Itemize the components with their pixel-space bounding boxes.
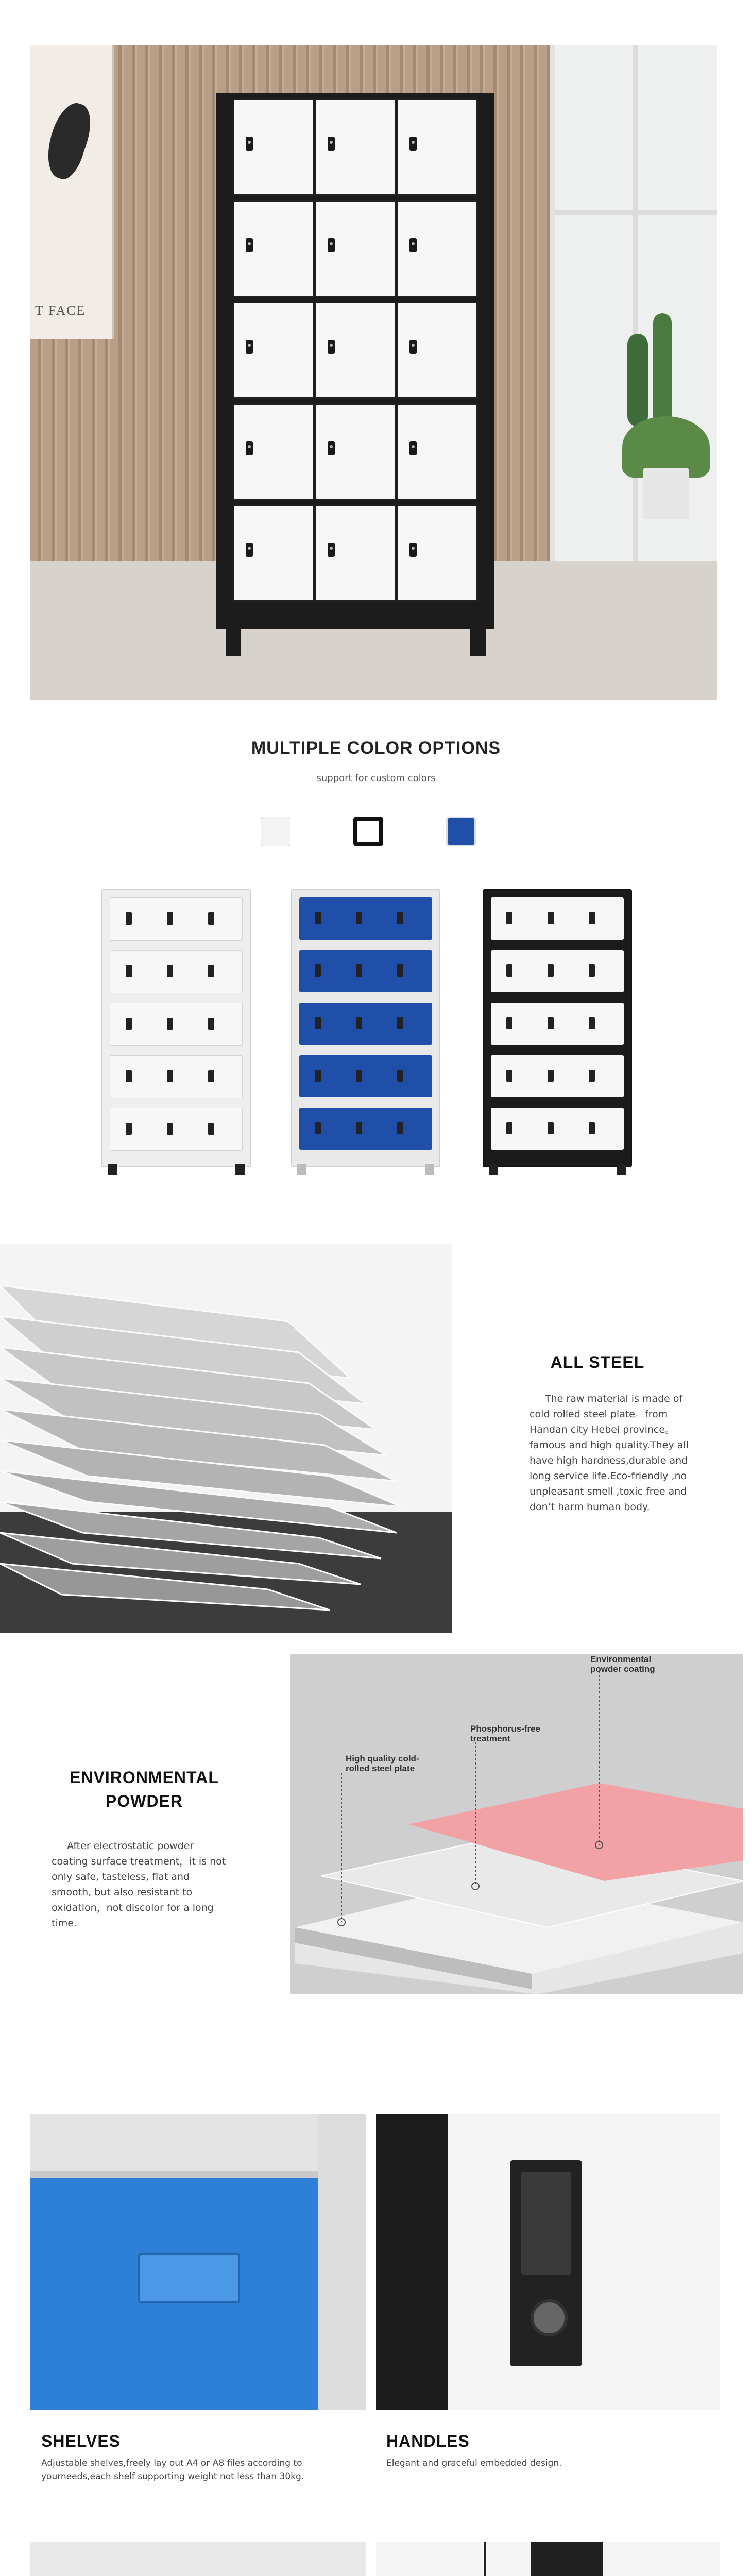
all-steel-title: ALL STEEL bbox=[550, 1353, 645, 1371]
label-coating: Environmental powder coating bbox=[590, 1654, 655, 1674]
wall-poster bbox=[30, 45, 114, 339]
color-options-title: MULTIPLE COLOR OPTIONS bbox=[251, 738, 501, 758]
environmental-description: After electrostatic powder coating surface treatment，it is not only safe, tasteless, flat and smooth, but also resistant to oxidation，not discolor for a long time. bbox=[52, 1840, 226, 1929]
leaf-illustration bbox=[40, 98, 98, 183]
steel-plates-image bbox=[0, 1244, 452, 1633]
cabinet-leg bbox=[470, 628, 486, 656]
plant bbox=[622, 313, 710, 519]
label-steel-plate: High quality cold- rolled steel plate bbox=[346, 1754, 419, 1773]
all-steel-description: The raw material is made of cold rolled steel plate。from Handan city Hebei province。famous and high quality.They all have high hardness,durable and long service life.Eco-friendly ,no unpleasant smell ,toxic free and don’t harm human body. bbox=[529, 1393, 689, 1513]
handles-description: Elegant and graceful embedded design. bbox=[386, 2458, 562, 2468]
layers-graphic bbox=[290, 1654, 743, 1994]
handles-title: HANDLES bbox=[386, 2432, 470, 2450]
locker-cabinet bbox=[216, 93, 494, 629]
color-options-subtitle: support for custom colors bbox=[316, 773, 436, 784]
swatch-white[interactable] bbox=[261, 817, 290, 846]
foot-image bbox=[30, 2542, 366, 2576]
shelves-description: Adjustable shelves,freely lay out A4 or A8 files according to yourneeds,each shelf supporting weight not less than 30kg. bbox=[41, 2458, 304, 2482]
embedded-handle bbox=[510, 2160, 582, 2366]
cabinet-black bbox=[483, 889, 632, 1167]
cabinet-leg bbox=[226, 628, 241, 656]
lock-housing bbox=[531, 2542, 603, 2576]
handles-image bbox=[376, 2114, 720, 2410]
hero-image bbox=[30, 45, 717, 700]
environmental-title-line1: ENVIRONMENTAL bbox=[70, 1768, 219, 1787]
environmental-title-line2: POWDER bbox=[106, 1792, 183, 1810]
lock-image bbox=[376, 2542, 720, 2576]
swatch-black[interactable] bbox=[353, 817, 383, 846]
locker-doors bbox=[233, 99, 478, 604]
cabinet-blue bbox=[291, 889, 440, 1167]
cabinet-white bbox=[101, 889, 251, 1167]
poster-caption: T FACE bbox=[35, 303, 86, 318]
plate-stack-graphic bbox=[0, 1244, 452, 1633]
door-handle-recess bbox=[138, 2253, 240, 2303]
layers-diagram bbox=[290, 1654, 743, 1994]
shelves-image bbox=[30, 2114, 366, 2410]
label-phosphorus: Phosphorus-free treatment bbox=[470, 1724, 541, 1743]
swatch-blue[interactable] bbox=[446, 817, 476, 846]
shelves-title: SHELVES bbox=[41, 2432, 121, 2450]
